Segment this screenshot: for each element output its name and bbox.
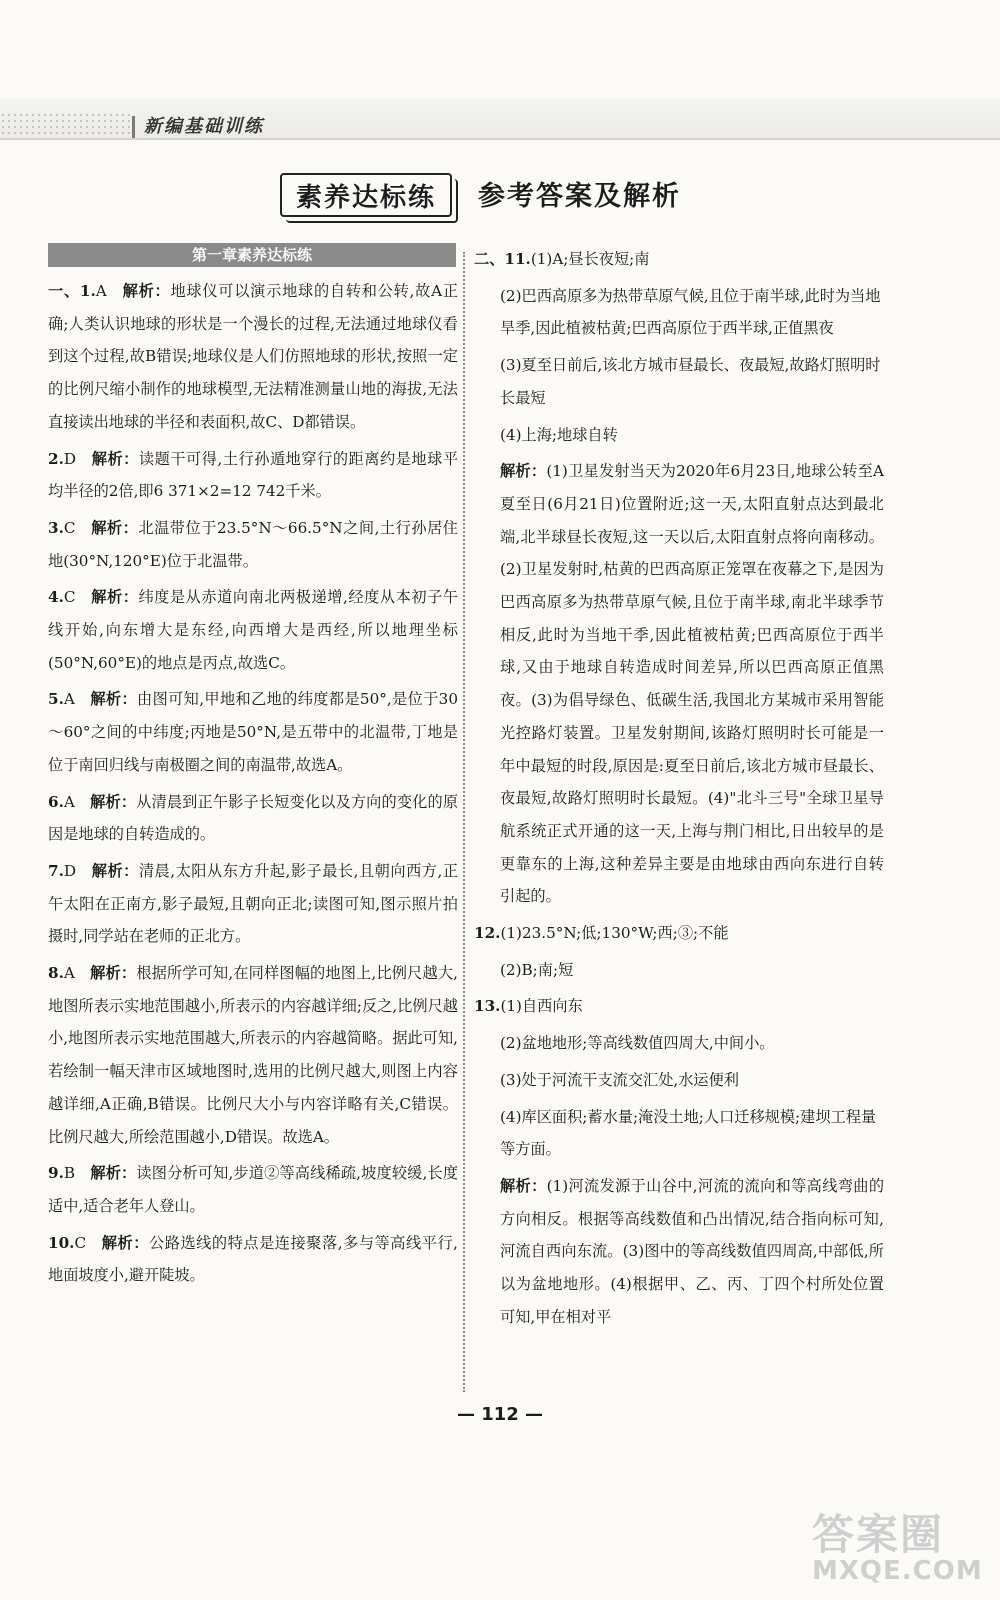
question-12 [474, 917, 884, 950]
answer-line: (3)夏至日前后,该北方城市昼最长、夜最短,故路灯照明时长最短 [500, 356, 881, 407]
answer-line: (2)B;南;短 [500, 960, 574, 979]
analysis-13 [500, 1170, 884, 1334]
answer-choice: A [63, 690, 75, 709]
analysis-label: 解析： [90, 518, 139, 537]
answer-choice: D [63, 861, 77, 880]
question-number: 13. [474, 997, 501, 1016]
answer-choice: A [63, 792, 75, 811]
question-number: 10. [48, 1233, 75, 1252]
answer-line: (4)库区面积;蓄水量;淹没土地;人口迁移规模;建坝工程量等方面。 [500, 1107, 877, 1159]
analysis-text: 读图分析可知,步道②等高线稀疏,坡度较缓,长度适中,适合老年人登山。 [48, 1164, 459, 1215]
answer-line: (3)处于河流干支流交汇处,水运便利 [500, 1070, 739, 1089]
analysis-label: 解析： [90, 964, 137, 983]
analysis-label: 解析： [500, 462, 547, 481]
answer-item [48, 443, 458, 508]
question-number: 一、1. [48, 282, 96, 300]
section-title: 参考答案及解析 [478, 181, 681, 212]
question-number: 二、11. [474, 250, 531, 268]
watermark-text: 答案圈 [812, 1510, 945, 1559]
answer-choice: C [63, 588, 76, 607]
analysis-label: 解析： [90, 588, 139, 607]
question-11 [474, 243, 884, 276]
question-number: 7. [48, 861, 64, 880]
analysis-text: (1)卫星发射当天为2020年6月23日,地球公转至A夏至日(6月21日)位置附近;这一天,太阳直射点达到最北端,北半球昼长夜短,这一天以后,太阳直射点将向南移动。(2)卫星发射时,枯黄的巴西高原正笼罩在夜幕之下,是因为巴西高原多为热带草原气候,且位于南半球,南北半球季节相反,此时为当地干季,因此植被枯黄;巴西高原位于西半球,又由于地球自转造成时间差异,所以巴西高原正值黑夜。(3)为倡导绿色、低碳生活,我国北方某城市采用智能光控路灯装置。卫星发射期间,该路灯照明时长可能是一年中最短的时段,原因是:夏至日前后,该北方城市昼最长、夜最短,故路灯照明时长最短。(4)"北斗三号"全球卫星导航系统正式开通的这一天,上海与荆门相比,日出较早的是更靠东的上海,这种差异主要是由地球由西向东进行自转引起的。 [500, 462, 885, 906]
question-number: 3. [48, 518, 64, 537]
analysis-label: 解析： [90, 690, 138, 709]
question-number: 2. [48, 449, 64, 468]
page-number: — 112 — [456, 1404, 544, 1425]
chapter-heading: 第一章素养达标练 [48, 243, 456, 267]
answer-choice: B [63, 1164, 76, 1183]
answer-item [48, 1157, 458, 1222]
column-divider [463, 252, 465, 1392]
analysis-label: 解析： [91, 449, 139, 468]
analysis-label: 解析： [101, 1233, 149, 1252]
analysis-text: 由图可知,甲地和乙地的纬度都是50°,是位于30～60°之间的中纬度;丙地是50°N,是五带中的北温带,丁地是位于南回归线与南极圈之间的南温带,故选A。 [48, 690, 458, 774]
answer-item [48, 581, 458, 679]
answer-line: (1)23.5°N;低;130°W;西;③;不能 [500, 924, 729, 943]
analysis-text: 清晨,太阳从东方升起,影子最长,且朝向西方,正午太阳在正南方,影子最短,且朝向正北;读图可知,图示照片拍摄时,同学站在老师的正北方。 [48, 861, 459, 946]
left-column [48, 243, 458, 1296]
answer-choice: D [63, 449, 77, 468]
question-number: 12. [474, 924, 501, 943]
analysis-label: 解析： [91, 861, 139, 880]
question-number: 9. [48, 1164, 64, 1183]
answer-item [48, 855, 458, 953]
answer-item [48, 512, 458, 577]
question-number: 8. [48, 964, 64, 983]
analysis-text: 读题干可得,土行孙遁地穿行的距离约是地球平均半径的2倍,即6 371×2=12 742千米。 [48, 449, 459, 501]
answer-item [48, 683, 458, 781]
answer-item [48, 275, 458, 439]
question-number: 6. [48, 792, 64, 811]
answer-line: (2)盆地地形;等高线数值四周大,中间小。 [500, 1034, 775, 1053]
section-title-boxed: 素养达标练 [280, 173, 452, 217]
analysis-text: 公路选线的特点是连接聚落,多与等高线平行,地面坡度小,避开陡坡。 [48, 1233, 459, 1285]
watermark-url: MXQE.COM [812, 1556, 983, 1586]
question-13 [474, 990, 884, 1023]
answer-line: (4)上海;地球自转 [500, 425, 618, 444]
watermark-logo [812, 1502, 992, 1592]
question-number: 4. [48, 588, 64, 607]
answer-item [48, 1227, 458, 1292]
header-pattern [0, 112, 130, 138]
answer-choice: A [63, 964, 75, 983]
analysis-label: 解析： [500, 1176, 547, 1195]
analysis-11 [500, 455, 884, 913]
analysis-text: 地球仪可以演示地球的自转和公转,故A正确;人类认识地球的形状是一个漫长的过程,无法通过地球仪看到这个过程,故B错误;地球仪是人们仿照地球的形状,按照一定的比例尺缩小制作的地球模型,无法精准测量山地的海拔,无法直接读出地球的半径和表面积,故C、D都错误。 [48, 282, 459, 431]
answer-choice: C [74, 1233, 87, 1252]
book-title: 新编基础训练 [144, 116, 264, 137]
answer-list [48, 275, 458, 1292]
header-divider [132, 116, 135, 138]
header-rule [0, 138, 1000, 140]
analysis-text: 根据所学可知,在同样图幅的地图上,比例尺越大,地图所表示实地范围越小,所表示的内容越详细;反之,比例尺越小,地图所表示实地范围越大,所表示的内容越简略。据此可知,若绘制一幅天津市区域地图时,选用的比例尺越大,则图上内容越详细,A正确,B错误。比例尺大小与内容详略有关,C错误。比例尺越大,所绘范围越小,D错误。故选A。 [48, 964, 459, 1146]
answer-line: (1)A;昼长夜短;南 [530, 250, 650, 268]
analysis-label: 解析： [90, 792, 137, 811]
question-number: 5. [48, 690, 64, 709]
answer-line: (2)巴西高原多为热带草原气候,且位于南半球,此时为当地旱季,因此植被枯黄;巴西高原位于西半球,正值黑夜 [500, 286, 881, 338]
analysis-text: 从清晨到正午影子长短变化以及方向的变化的原因是地球的自转造成的。 [48, 792, 459, 844]
analysis-label: 解析： [121, 282, 171, 300]
answer-item [48, 957, 458, 1153]
right-column [474, 243, 884, 1338]
analysis-text: 北温带位于23.5°N～66.5°N之间,土行孙居住地(30°N,120°E)位于北温带。 [48, 518, 458, 570]
answer-line: (1)自西向东 [500, 997, 583, 1016]
answer-choice: C [63, 518, 76, 537]
analysis-label: 解析： [90, 1164, 137, 1183]
answer-choice: A [95, 282, 107, 300]
analysis-text: 纬度是从赤道向南北两极递增,经度从本初子午线开始,向东增大是东经,向西增大是西经,所以地理坐标(50°N,60°E)的地点是丙点,故选C。 [48, 588, 459, 672]
analysis-text: (1)河流发源于山谷中,河流的流向和等高线弯曲的方向相反。根据等高线数值和凸出情况,结合指向标可知,河流自西向东流。(3)图中的等高线数值四周高,中部低,所以为盆地地形。(4)根据甲、乙、丙、丁四个村所处位置可知,甲在相对平 [500, 1176, 885, 1326]
answer-item [48, 786, 458, 851]
